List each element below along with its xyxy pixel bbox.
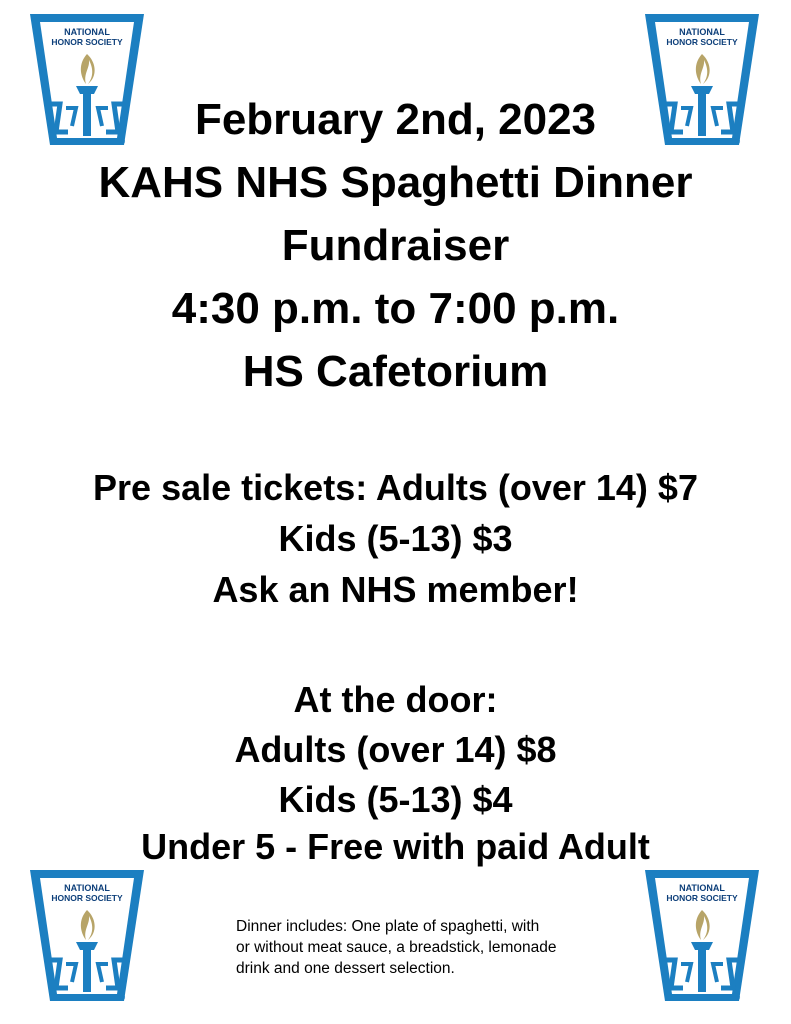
event-title-line2: Fundraiser: [281, 221, 510, 270]
dinner-includes-note: [236, 916, 626, 979]
logo-text-national: NATIONAL: [64, 27, 110, 37]
logo-text-honor-society: HONOR SOCIETY: [51, 893, 123, 903]
event-location: HS Cafetorium: [242, 347, 549, 396]
logo-text-honor-society: HONOR SOCIETY: [666, 37, 738, 47]
logo-registered-mark: ®: [120, 995, 126, 1002]
logo-text-national: NATIONAL: [679, 883, 725, 893]
logo-registered-mark: ®: [735, 139, 741, 146]
logo-registered-mark: ®: [120, 139, 126, 146]
nhs-logo-bottom-right: [643, 868, 761, 1003]
door-adults: Adults (over 14) $8: [234, 729, 557, 770]
door-kids: Kids (5-13) $4: [278, 779, 513, 820]
fine-print-line: drink and one dessert selection.: [236, 960, 455, 977]
presale-ask-member: Ask an NHS member!: [212, 569, 579, 610]
fine-print-line: or without meat sauce, a breadstick, lemonade: [236, 939, 557, 956]
event-date: February 2nd, 2023: [194, 95, 597, 144]
door-heading: At the door:: [293, 679, 498, 720]
event-time: 4:30 p.m. to 7:00 p.m.: [171, 284, 620, 333]
logo-text-national: NATIONAL: [679, 27, 725, 37]
fine-print-line: Dinner includes: One plate of spaghetti, with: [236, 918, 540, 935]
logo-text-honor-society: HONOR SOCIETY: [51, 37, 123, 47]
presale-kids: Kids (5-13) $3: [278, 518, 513, 559]
event-title-line1: KAHS NHS Spaghetti Dinner: [98, 158, 693, 207]
logo-text-honor-society: HONOR SOCIETY: [666, 893, 738, 903]
door-under5: Under 5 - Free with paid Adult: [141, 826, 650, 867]
presale-adults: Pre sale tickets: Adults (over 14) $7: [93, 467, 698, 508]
nhs-emblem-icon: [28, 868, 146, 1003]
logo-registered-mark: ®: [735, 995, 741, 1002]
nhs-emblem-icon: [643, 868, 761, 1003]
logo-text-national: NATIONAL: [64, 883, 110, 893]
nhs-logo-bottom-left: [28, 868, 146, 1003]
